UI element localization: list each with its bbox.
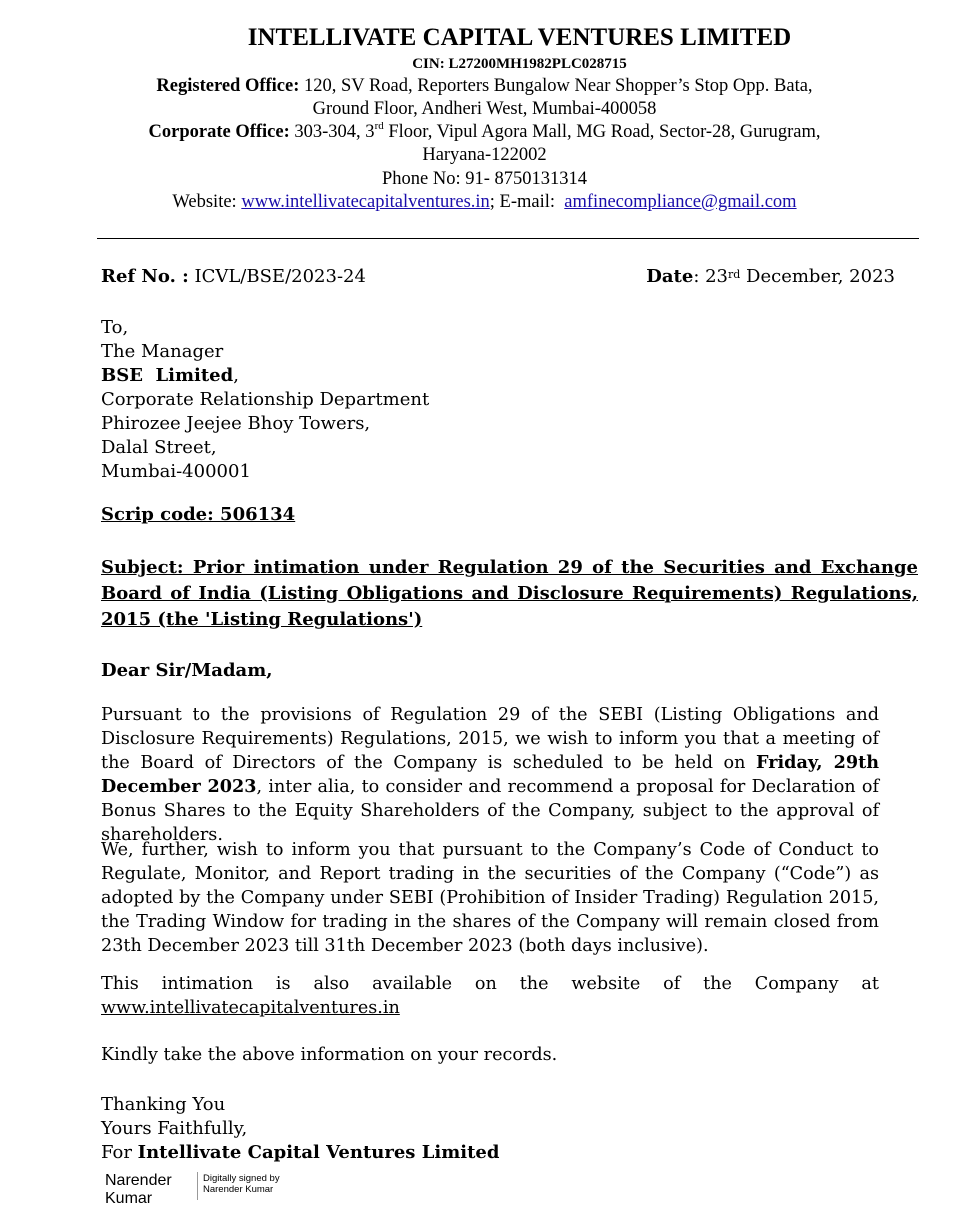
letter-subject: Subject: Prior intimation under Regulation 29 of the Securities and Exchange Board of India (Listing Obligations and Disclosure Requirements) Regulations, 2015 (the 'Listing Regulations') (101, 557, 918, 630)
email-label: ; E-mail: (489, 192, 556, 212)
digital-signature-line2: Narender Kumar (203, 1184, 274, 1195)
recipient-address (101, 316, 429, 484)
registered-office-line2: Ground Floor, Andheri West, Mumbai-400058 (312, 99, 657, 119)
website-label: Website: (172, 192, 237, 212)
meeting-date: Friday, 29th December 2023 (101, 752, 880, 797)
registered-office-address: 120, SV Road, Reporters Bungalow Near Shopper’s Stop Opp. Bata, (304, 76, 813, 96)
closing-company-name: Intellivate Capital Ventures Limited (137, 1142, 500, 1163)
closing-company (101, 1141, 499, 1165)
signature-divider (197, 1172, 198, 1200)
date-sup: rd (728, 268, 741, 281)
address-line-3: Dalal Street, (101, 437, 217, 458)
phone-number: Phone No: 91- 8750131314 (381, 169, 588, 189)
para1-text-b: , inter alia, to consider and recommend a proposal for Declaration of Bonus Shares to the Equity Shareholders of the Company, subject to the approval of shareholders. (101, 777, 879, 845)
digital-signature-line1: Digitally signed by (203, 1173, 280, 1184)
corporate-address-sup: rd (374, 120, 384, 132)
date-label: Date (646, 266, 694, 287)
address-to: To, (101, 317, 129, 338)
company-cin: CIN: L27200MH1982PLC028715 (412, 56, 627, 72)
website-email-line (0, 192, 969, 213)
recipient-org-line (101, 364, 429, 388)
company-name: INTELLIVATE CAPITAL VENTURES LIMITED (247, 24, 792, 51)
corporate-office-line1 (0, 122, 969, 143)
corporate-office-line2: Haryana-122002 (422, 145, 547, 165)
closing-faithfully: Yours Faithfully, (101, 1118, 248, 1139)
date-pre: : 23 (693, 266, 729, 287)
recipient-title: The Manager (101, 341, 224, 362)
recipient-org: BSE Limited (101, 365, 234, 386)
registered-office-label: Registered Office: (156, 76, 300, 96)
closing-for: For (101, 1142, 138, 1163)
signature-name-line1: Narender (105, 1172, 172, 1189)
recipient-org-suffix: , (233, 365, 239, 386)
ref-value: ICVL/BSE/2023-24 (188, 266, 366, 287)
address-line-2: Phirozee Jeejee Bhoy Towers, (101, 413, 371, 434)
corporate-address-post: Floor, Vipul Agora Mall, MG Road, Sector-28, Gurugram, (383, 122, 821, 142)
signature-name (105, 1172, 172, 1208)
body-paragraph-4: Kindly take the above information on your records. (101, 1045, 558, 1065)
salutation: Dear Sir/Madam, (101, 660, 273, 681)
corporate-office-label: Corporate Office: (148, 122, 290, 142)
address-line-1: Corporate Relationship Department (101, 389, 430, 410)
corporate-address-pre: 303-304, 3 (294, 122, 375, 142)
para1-text-a: Pursuant to the provisions of Regulation 29 of the SEBI (Listing Obligations and Disclosure Requirements) Regulations, 2015, we wish to inform you that a meeting of the Board of Directors of the Company is scheduled to be held on (101, 705, 879, 773)
email-link[interactable]: amfinecompliance@gmail.com (564, 192, 797, 212)
reference-number (101, 265, 366, 289)
letter-date (646, 265, 895, 289)
date-post: December, 2023 (740, 266, 895, 287)
body-paragraph-2: We, further, wish to inform you that pursuant to the Company’s Code of Conduct to Regulate, Monitor, and Report trading in the securities of the Company (“Code”) as adopted by the Company under SEBI (Prohibition of Insider Trading) Regulation 2015, the Trading Window for trading in the shares of the Company will remain closed from 23th December 2023 till 31th December 2023 (both days inclusive). (101, 840, 879, 956)
para3-website-link[interactable]: www.intellivatecapitalventures.in (101, 998, 400, 1018)
digital-signature-info (203, 1173, 280, 1195)
para3-text: This intimation is also available on the website of the Company at (101, 974, 879, 994)
body-paragraph-1 (101, 703, 879, 847)
signature-name-line2: Kumar (105, 1190, 153, 1207)
body-paragraph-3 (101, 972, 879, 1020)
header-divider (97, 238, 919, 239)
registered-office-line1 (0, 76, 969, 97)
address-line-4: Mumbai-400001 (101, 461, 251, 482)
closing-block (101, 1093, 499, 1165)
ref-label: Ref No. : (101, 266, 189, 287)
website-link[interactable]: www.intellivatecapitalventures.in (241, 192, 490, 212)
scrip-code: Scrip code: 506134 (101, 504, 296, 525)
closing-thanks: Thanking You (101, 1094, 226, 1115)
